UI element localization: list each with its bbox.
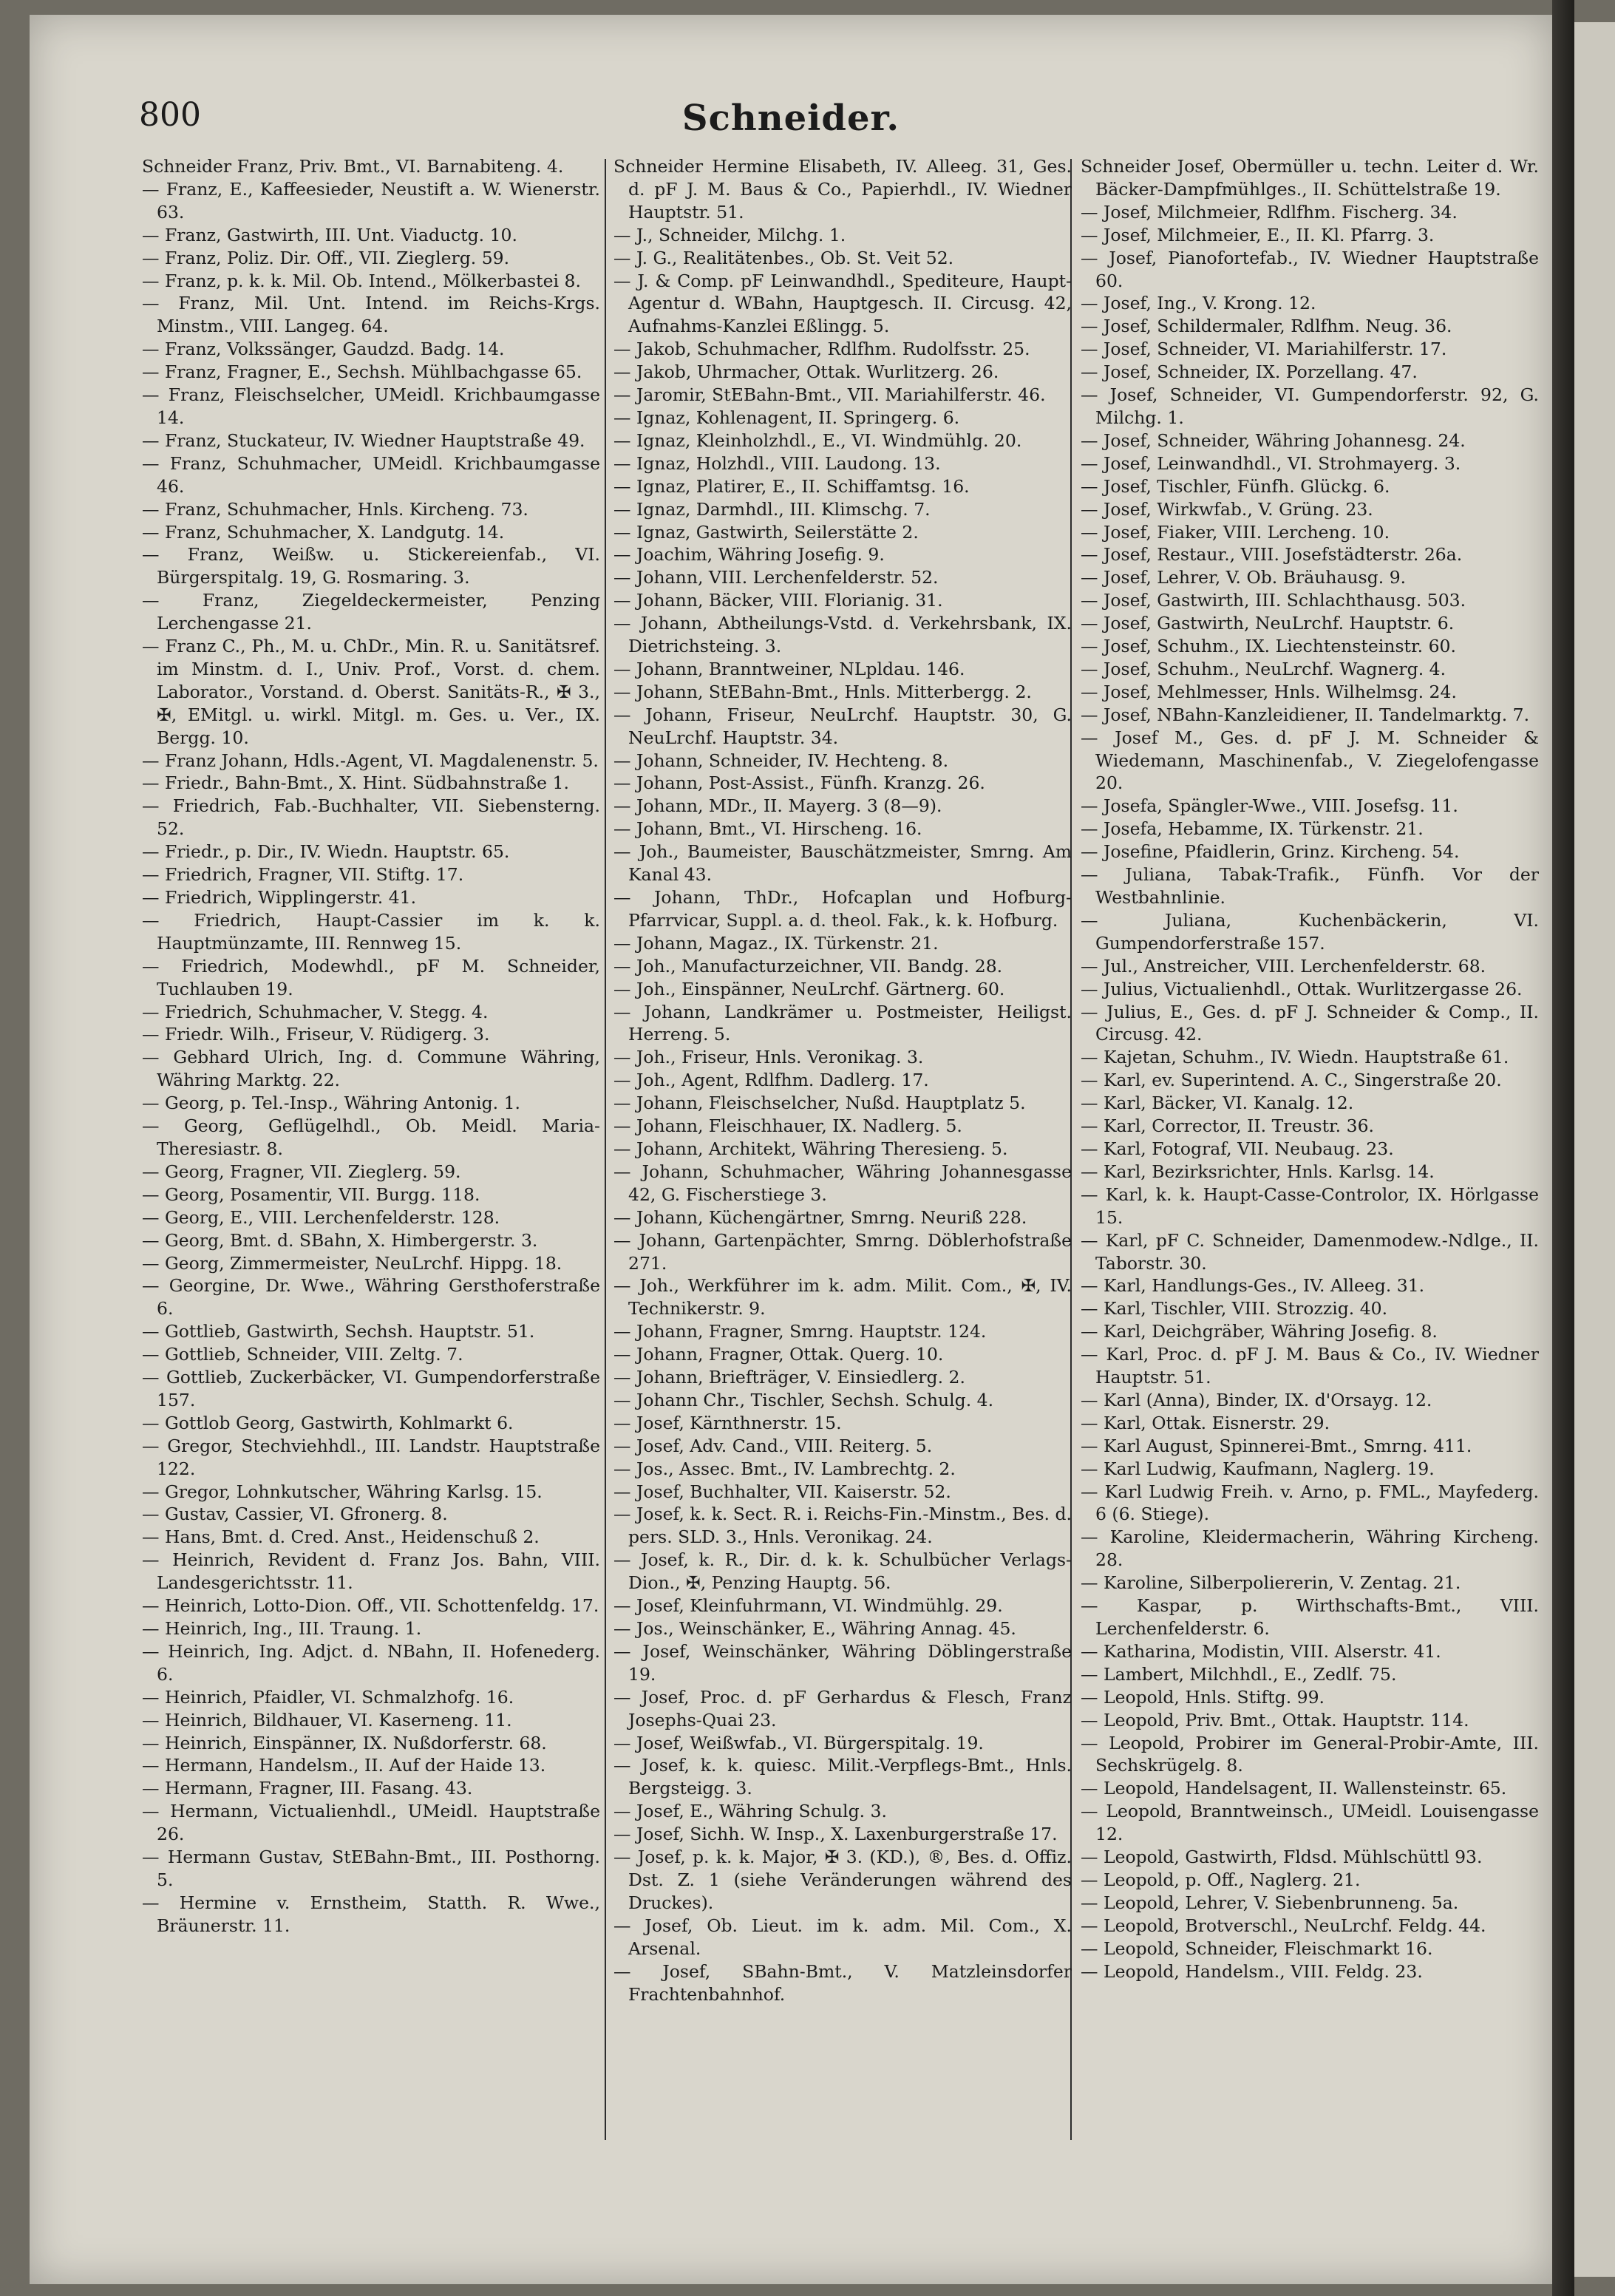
directory-entry: — Leopold, Hnls. Stiftg. 99. [1081, 1686, 1325, 1708]
directory-entry: — Johann, Fragner, Ottak. Querg. 10. [613, 1344, 944, 1365]
directory-entry: — Franz, Poliz. Dir. Off., VII. Zieglerg. 59. [142, 247, 510, 268]
directory-entry: — Juliana, Tabak-Trafik., Fünfh. Vor der Westbahnlinie. [1081, 864, 1539, 908]
directory-entry: — Heinrich, Ing., III. Traung. 1. [142, 1618, 422, 1639]
directory-entry: — Josef, Pianofortefab., IV. Wiedner Hauptstraße 60. [1081, 247, 1539, 291]
directory-entry: — Joh., Agent, Rdlfhm. Dadlerg. 17. [613, 1070, 929, 1091]
directory-entry: — Josef, Kärnthnerstr. 15. [613, 1412, 842, 1433]
directory-entry: — Josef, k. k. Sect. R. i. Reichs-Fin.-Minstm., Bes. d. pers. SLD. 3., Hnls. Veronikag. 24. [613, 1504, 1072, 1548]
directory-entry: — Josef, Milchmeier, E., II. Kl. Pfarrg. 3. [1081, 224, 1435, 245]
directory-entry: — Georg, E., VIII. Lerchenfelderstr. 128. [142, 1206, 500, 1228]
directory-entry: — Ignaz, Platirer, E., II. Schiffamtsg. 16. [613, 475, 970, 497]
directory-entry: — Gottlob Georg, Gastwirth, Kohlmarkt 6. [142, 1412, 514, 1433]
directory-entry: Schneider Hermine Elisabeth, IV. Alleeg. 31, Ges. d. pF J. M. Baus & Co., Papierhdl., IV. Wiedner Hauptstr. 51. [613, 156, 1072, 223]
directory-entry: — Gebhard Ulrich, Ing. d. Commune Währing, Währing Marktg. 22. [142, 1047, 600, 1091]
directory-entry: — Georg, Zimmermeister, NeuLrchf. Hippg. 18. [142, 1252, 562, 1274]
directory-entry: — Karl Ludwig Freih. v. Arno, p. FML., Mayfederg. 6 (6. Stiege). [1081, 1481, 1539, 1525]
directory-entry: — Karl, Fotograf, VII. Neubaug. 23. [1081, 1138, 1394, 1159]
book-spine [1552, 0, 1574, 2296]
directory-entry: — Johann, Magaz., IX. Türkenstr. 21. [613, 932, 939, 954]
directory-entry: — Ignaz, Darmhdl., III. Klimschg. 7. [613, 498, 931, 520]
directory-entry: — Josef, SBahn-Bmt., V. Matzleinsdorfer Frachtenbahnhof. [613, 1960, 1072, 2005]
directory-entry: — Johann, Landkrämer u. Postmeister, Heiligst. Herreng. 5. [613, 1001, 1072, 1045]
directory-entry: — Jul., Anstreicher, VIII. Lerchenfelderstr. 68. [1081, 955, 1486, 977]
directory-entry: — Josef, Ob. Lieut. im k. adm. Mil. Com., X. Arsenal. [613, 1915, 1072, 1959]
directory-entry: — Johann, Fragner, Smrng. Hauptstr. 124. [613, 1321, 987, 1342]
directory-entry: — Josef, Milchmeier, Rdlfhm. Fischerg. 34. [1081, 201, 1458, 223]
directory-entry: — Johann Chr., Tischler, Sechsh. Schulg. 4. [613, 1389, 994, 1410]
directory-entry: — Georg, Geflügelhdl., Ob. Meidl. Maria-Theresiastr. 8. [142, 1115, 600, 1159]
directory-entry: Schneider Franz, Priv. Bmt., VI. Barnabiteng. 4. [142, 156, 564, 177]
directory-entry: — Karoline, Kleidermacherin, Währing Kircheng. 28. [1081, 1526, 1539, 1571]
directory-entry: — Karl, Handlungs-Ges., IV. Alleeg. 31. [1081, 1275, 1425, 1297]
directory-entry: — Julius, Victualienhdl., Ottak. Wurlitzergasse 26. [1081, 978, 1523, 999]
directory-entry: — Joh., Baumeister, Bauschätzmeister, Smrng. Am Kanal 43. [613, 841, 1072, 886]
directory-entry: — Franz, Ziegeldeckermeister, Penzing Lerchengasse 21. [142, 590, 600, 634]
directory-entry: — Franz, E., Kaffeesieder, Neustift a. W. Wienerstr. 63. [142, 178, 600, 223]
directory-entry: — Heinrich, Lotto-Dion. Off., VII. Schottenfeldg. 17. [142, 1595, 599, 1617]
directory-entry: — Gottlieb, Zuckerbäcker, VI. Gumpendorferstraße 157. [142, 1367, 600, 1410]
directory-entry: — Jakob, Schuhmacher, Rdlfhm. Rudolfsstr. 25. [613, 339, 1030, 360]
directory-entry: — Johann, Küchengärtner, Smrng. Neuriß 228. [613, 1206, 1027, 1228]
directory-entry: — Leopold, Probirer im General-Probir-Amte, III. Sechskrügelg. 8. [1081, 1732, 1539, 1776]
directory-entry: — Katharina, Modistin, VIII. Alserstr. 41. [1081, 1640, 1441, 1662]
directory-entry: — Franz, p. k. k. Mil. Ob. Intend., Mölkerbastei 8. [142, 270, 581, 291]
directory-entry: — Heinrich, Einspänner, IX. Nußdorferstr. 68. [142, 1732, 547, 1753]
directory-entry: — Jos., Weinschänker, E., Währing Annag. 45. [613, 1618, 1016, 1639]
directory-entry: — Josef, Lehrer, V. Ob. Bräuhausg. 9. [1081, 567, 1407, 588]
directory-entry: — Josef, E., Währing Schulg. 3. [613, 1801, 887, 1822]
directory-entry: — Josef, Restaur., VIII. Josefstädterstr. 26a. [1081, 544, 1463, 565]
directory-entry: — Friedrich, Wipplingerstr. 41. [142, 887, 417, 908]
directory-entry: — Lambert, Milchhdl., E., Zedlf. 75. [1081, 1663, 1397, 1685]
directory-entry: — Gottlieb, Gastwirth, Sechsh. Hauptstr. 51. [142, 1321, 535, 1342]
directory-entry: Schneider Josef, Obermüller u. techn. Leiter d. Wr. Bäcker-Dampfmühlges., II. Schüttelstraße 19. [1081, 156, 1539, 200]
directory-entry: — Johann, Bäcker, VIII. Florianig. 31. [613, 590, 943, 611]
directory-entry: — Friedr., p. Dir., IV. Wiedn. Hauptstr. 65. [142, 841, 510, 863]
directory-entry: — Josefa, Spängler-Wwe., VIII. Josefsg. 11. [1081, 795, 1458, 817]
directory-entry: — Friedrich, Schuhmacher, V. Stegg. 4. [142, 1001, 489, 1022]
directory-entry: — Franz, Mil. Unt. Intend. im Reichs-Krgs. Minstm., VIII. Langeg. 64. [142, 293, 600, 337]
directory-entry: — Hermine v. Ernstheim, Statth. R. Wwe., Bräunerstr. 11. [142, 1892, 600, 1936]
directory-entry: — Heinrich, Bildhauer, VI. Kaserneng. 11. [142, 1709, 512, 1731]
directory-entry: — Joh., Manufacturzeichner, VII. Bandg. 28. [613, 955, 1003, 977]
directory-entry: — Karl Ludwig, Kaufmann, Naglerg. 19. [1081, 1458, 1435, 1479]
directory-entry: — Johann, Fleischselcher, Nußd. Hauptplatz 5. [613, 1093, 1026, 1114]
directory-entry: — Heinrich, Revident d. Franz Jos. Bahn, VIII. Landesgerichtsstr. 11. [142, 1549, 600, 1594]
directory-entry: — Joh., Friseur, Hnls. Veronikag. 3. [613, 1047, 924, 1068]
running-head: Schneider. [681, 98, 900, 139]
directory-entry: — Josef, Proc. d. pF Gerhardus & Flesch, Franz Josephs-Quai 23. [613, 1686, 1072, 1731]
directory-entry: — Heinrich, Ing. Adjct. d. NBahn, II. Hofenederg. 6. [142, 1640, 600, 1685]
directory-entry: — Gottlieb, Schneider, VIII. Zeltg. 7. [142, 1344, 463, 1365]
column-rule [605, 159, 606, 2140]
directory-entry: — Gregor, Lohnkutscher, Währing Karlsg. 15. [142, 1481, 543, 1502]
directory-entry: — Franz, Gastwirth, III. Unt. Viaductg. 10. [142, 224, 517, 245]
directory-entry: — Hermann Gustav, StEBahn-Bmt., III. Posthorng. 5. [142, 1847, 600, 1890]
directory-entry: — Friedrich, Modewhdl., pF M. Schneider, Tuchlauben 19. [142, 955, 600, 999]
directory-entry: — Josef, Wirkwfab., V. Grüng. 23. [1081, 498, 1373, 520]
directory-entry: — Johann, Architekt, Währing Theresieng. 5. [613, 1138, 1008, 1159]
directory-entry: — Josef, Schildermaler, Rdlfhm. Neug. 36. [1081, 316, 1452, 337]
column-2 [613, 155, 1072, 2005]
directory-entry: — Friedr. Wilh., Friseur, V. Rüdigerg. 3. [142, 1024, 490, 1045]
directory-entry: — Johann, Bmt., VI. Hirscheng. 16. [613, 818, 922, 840]
directory-entry: — Franz, Fragner, E., Sechsh. Mühlbachgasse 65. [142, 361, 582, 383]
directory-entry: — Kajetan, Schuhm., IV. Wiedn. Hauptstraße 61. [1081, 1047, 1509, 1068]
directory-entry: — Franz C., Ph., M. u. ChDr., Min. R. u. Sanitätsref. im Minstm. d. I., Univ. Prof., Vorst. d. chem. Laborator., Vorstand. d. Oberst. Sanitäts-R., ✠ 3., ✠, EMitgl. u. wirkl. Mitgl. m. Ges. u. Ver., IX. Bergg. 10. [142, 636, 600, 748]
directory-entry: — Georg, Bmt. d. SBahn, X. Himbergerstr. 3. [142, 1229, 538, 1251]
directory-entry: — Johann, Abtheilungs-Vstd. d. Verkehrsbank, IX. Dietrichsteing. 3. [613, 613, 1072, 657]
directory-entry: — Leopold, Schneider, Fleischmarkt 16. [1081, 1937, 1433, 1959]
directory-entry: — Karl, Bäcker, VI. Kanalg. 12. [1081, 1093, 1354, 1114]
directory-entry: — Hans, Bmt. d. Cred. Anst., Heidenschuß 2. [142, 1526, 540, 1548]
directory-entry: — Karl, Proc. d. pF J. M. Baus & Co., IV. Wiedner Hauptstr. 51. [1081, 1344, 1539, 1388]
directory-entry: — Jaromir, StEBahn-Bmt., VII. Mariahilferstr. 46. [613, 384, 1046, 406]
directory-entry: — Leopold, Handelsagent, II. Wallensteinstr. 65. [1081, 1778, 1507, 1799]
directory-entry: — Johann, Post-Assist., Fünfh. Kranzg. 26. [613, 772, 985, 794]
directory-entry: — Hermann, Fragner, III. Fasang. 43. [142, 1778, 473, 1799]
directory-entry: — Josef, Schneider, IX. Porzellang. 47. [1081, 361, 1418, 383]
directory-entry: — Johann, Schneider, IV. Hechteng. 8. [613, 750, 949, 771]
directory-entry: — Josef, Weißwfab., VI. Bürgerspitalg. 19. [613, 1732, 984, 1753]
directory-entry: — Jos., Assec. Bmt., IV. Lambrechtg. 2. [613, 1458, 956, 1479]
directory-entry: — Josef, k. k. quiesc. Milit.-Verpflegs-Bmt., Hnls. Bergsteigg. 3. [613, 1755, 1072, 1799]
directory-entry: — Leopold, Priv. Bmt., Ottak. Hauptstr. 114. [1081, 1709, 1469, 1731]
directory-entry: — Johann, MDr., II. Mayerg. 3 (8—9). [613, 795, 942, 817]
directory-entry: — Ignaz, Kleinholzhdl., E., VI. Windmühlg. 20. [613, 429, 1022, 451]
directory-entry: — Friedrich, Fab.-Buchhalter, VII. Siebensterng. 52. [142, 795, 600, 840]
directory-entry: — Karoline, Silberpoliererin, V. Zentag. 21. [1081, 1572, 1461, 1594]
column-3 [1081, 155, 1539, 1983]
directory-entry: — Franz, Schuhmacher, UMeidl. Krichbaumgasse 46. [142, 452, 600, 497]
column-1 [142, 155, 600, 1937]
directory-entry: — Ignaz, Holzhdl., VIII. Laudong. 13. [613, 452, 941, 474]
directory-entry: — Josef, Weinschänker, Währing Döblingerstraße 19. [613, 1640, 1072, 1685]
directory-entry: — Karl, Deichgräber, Währing Josefig. 8. [1081, 1321, 1438, 1342]
directory-entry: — Josef, Schuhm., NeuLrchf. Wagnerg. 4. [1081, 658, 1446, 679]
directory-entry: — Leopold, Gastwirth, Fldsd. Mühlschüttl 93. [1081, 1847, 1483, 1868]
directory-entry: — Leopold, Branntweinsch., UMeidl. Louisengasse 12. [1081, 1801, 1539, 1845]
directory-entry: — J. G., Realitätenbes., Ob. St. Veit 52. [613, 247, 954, 268]
directory-entry: — Josef, Adv. Cand., VIII. Reiterg. 5. [613, 1435, 933, 1456]
page-number: 800 [139, 96, 201, 134]
directory-entry: — Karl, Tischler, VIII. Strozzig. 40. [1081, 1298, 1388, 1319]
directory-entry: — Juliana, Kuchenbäckerin, VI. Gumpendorferstraße 157. [1081, 909, 1539, 954]
directory-entry: — Johann, VIII. Lerchenfelderstr. 52. [613, 567, 939, 588]
directory-entry: — Johann, Briefträger, V. Einsiedlerg. 2. [613, 1367, 965, 1388]
directory-entry: — Joh., Einspänner, NeuLrchf. Gärtnerg. 60. [613, 978, 1005, 999]
directory-entry: — Kaspar, p. Wirthschafts-Bmt., VIII. Lerchenfelderstr. 6. [1081, 1595, 1539, 1639]
directory-entry: — Karl, ev. Superintend. A. C., Singerstraße 20. [1081, 1070, 1502, 1091]
directory-entry: — Josef, Fiaker, VIII. Lercheng. 10. [1081, 521, 1390, 543]
directory-entry: — Josef, k. R., Dir. d. k. k. Schulbücher Verlags-Dion., ✠, Penzing Hauptg. 56. [613, 1549, 1072, 1594]
directory-entry: — Josef, Mehlmesser, Hnls. Wilhelmsg. 24. [1081, 681, 1457, 702]
directory-entry: — Karl, pF C. Schneider, Damenmodew.-Ndlge., II. Taborstr. 30. [1081, 1229, 1539, 1274]
directory-entry: — Karl, Ottak. Eisnerstr. 29. [1081, 1412, 1330, 1433]
directory-entry: — Josef, Schneider, Währing Johannesg. 24. [1081, 429, 1466, 451]
directory-entry: — Franz, Schuhmacher, Hnls. Kircheng. 73. [142, 498, 528, 520]
directory-entry: — Franz, Volkssänger, Gaudzd. Badg. 14. [142, 339, 505, 360]
directory-entry: — Josef, Tischler, Fünfh. Glückg. 6. [1081, 475, 1390, 497]
directory-entry: — Friedrich, Fragner, VII. Stiftg. 17. [142, 864, 464, 886]
directory-entry: — Karl, Corrector, II. Treustr. 36. [1081, 1115, 1374, 1137]
directory-entry: — Josef M., Ges. d. pF J. M. Schneider & Wiedemann, Maschinenfab., V. Ziegelofengasse 20. [1081, 727, 1539, 794]
directory-entry: — Leopold, Handelsm., VIII. Feldg. 23. [1081, 1960, 1423, 1982]
directory-entry: — Heinrich, Pfaidler, VI. Schmalzhofg. 16. [142, 1686, 514, 1708]
directory-entry: — Josef, Gastwirth, NeuLrchf. Hauptstr. 6. [1081, 613, 1455, 634]
directory-entry: — Johann, Fleischhauer, IX. Nadlerg. 5. [613, 1115, 962, 1137]
directory-page [30, 15, 1552, 2284]
directory-entry: — Josef, Kleinfuhrmann, VI. Windmühlg. 29. [613, 1595, 1003, 1617]
directory-entry: — Johann, StEBahn-Bmt., Hnls. Mitterbergg. 2. [613, 681, 1032, 702]
directory-entry: — Johann, Gartenpächter, Smrng. Döblerhofstraße 271. [613, 1229, 1072, 1274]
directory-entry: — J., Schneider, Milchg. 1. [613, 224, 846, 245]
directory-entry: — Julius, E., Ges. d. pF J. Schneider & Comp., II. Circusg. 42. [1081, 1001, 1539, 1045]
adjacent-page-edge [1574, 22, 1615, 2277]
directory-entry: — Georgine, Dr. Wwe., Währing Gersthoferstraße 6. [142, 1275, 600, 1319]
directory-entry: — Josef, Schneider, VI. Gumpendorferstr. 92, G. Milchg. 1. [1081, 384, 1539, 428]
directory-entry: — Josef, Ing., V. Krong. 12. [1081, 293, 1316, 314]
directory-entry: — Jakob, Uhrmacher, Ottak. Wurlitzerg. 26. [613, 361, 999, 383]
directory-entry: — Josefa, Hebamme, IX. Türkenstr. 21. [1081, 818, 1424, 840]
directory-entry: — Josef, Schneider, VI. Mariahilferstr. 17. [1081, 339, 1447, 360]
directory-entry: — Leopold, p. Off., Naglerg. 21. [1081, 1869, 1361, 1890]
directory-entry: — Josef, Sichh. W. Insp., X. Laxenburgerstraße 17. [613, 1824, 1058, 1845]
directory-entry: — Josef, Gastwirth, III. Schlachthausg. 503. [1081, 590, 1466, 611]
directory-entry: — Georg, Posamentir, VII. Burgg. 118. [142, 1183, 480, 1205]
directory-entry: — Franz, Weißw. u. Stickereienfab., VI. Bürgerspitalg. 19, G. Rosmaring. 3. [142, 544, 600, 588]
directory-entry: — Josef, Leinwandhdl., VI. Strohmayerg. 3. [1081, 452, 1461, 474]
directory-entry: — Gregor, Stechviehhdl., III. Landstr. Hauptstraße 122. [142, 1435, 600, 1479]
directory-entry: — Friedr., Bahn-Bmt., X. Hint. Südbahnstraße 1. [142, 772, 569, 794]
directory-entry: — Georg, Fragner, VII. Zieglerg. 59. [142, 1161, 461, 1182]
directory-entry: — Karl, k. k. Haupt-Casse-Controlor, IX. Hörlgasse 15. [1081, 1183, 1539, 1228]
directory-entry: — J. & Comp. pF Leinwandhdl., Spediteure, Haupt-Agentur d. WBahn, Hauptgesch. II. Circusg. 42, Aufnahms-Kanzlei Eßlingg. 5. [613, 270, 1072, 337]
directory-entry: — Joh., Werkführer im k. adm. Milit. Com., ✠, IV. Technikerstr. 9. [613, 1275, 1072, 1319]
directory-entry: — Friedrich, Haupt-Cassier im k. k. Hauptmünzamte, III. Rennweg 15. [142, 909, 600, 954]
directory-entry: — Karl August, Spinnerei-Bmt., Smrng. 411. [1081, 1435, 1472, 1456]
directory-entry: — Gustav, Cassier, VI. Gfronerg. 8. [142, 1504, 448, 1525]
directory-entry: — Franz, Schuhmacher, X. Landgutg. 14. [142, 521, 505, 543]
directory-entry: — Johann, Schuhmacher, Währing Johannesgasse 42, G. Fischerstiege 3. [613, 1161, 1072, 1205]
directory-entry: — Josef, Schuhm., IX. Liechtensteinstr. 60. [1081, 636, 1456, 657]
directory-entry: — Josef, p. k. k. Major, ✠ 3. (KD.), ®, Bes. d. Offiz. Dst. Z. 1 (siehe Veränderungen während des Druckes). [613, 1847, 1072, 1913]
directory-entry: — Johann, Friseur, NeuLrchf. Hauptstr. 30, G. NeuLrchf. Hauptstr. 34. [613, 704, 1072, 748]
directory-entry: — Franz, Fleischselcher, UMeidl. Krichbaumgasse 14. [142, 384, 600, 428]
directory-entry: — Joachim, Währing Josefig. 9. [613, 544, 885, 565]
directory-entry: — Franz Johann, Hdls.-Agent, VI. Magdalenenstr. 5. [142, 750, 599, 771]
directory-entry: — Josef, Buchhalter, VII. Kaiserstr. 52. [613, 1481, 951, 1502]
directory-entry: — Johann, Branntweiner, NLpldau. 146. [613, 658, 965, 679]
directory-entry: — Karl, Bezirksrichter, Hnls. Karlsg. 14. [1081, 1161, 1435, 1182]
directory-entry: — Georg, p. Tel.-Insp., Währing Antonig. 1. [142, 1093, 521, 1114]
directory-entry: — Karl (Anna), Binder, IX. d'Orsayg. 12. [1081, 1389, 1432, 1410]
directory-entry: — Josefine, Pfaidlerin, Grinz. Kircheng. 54. [1081, 841, 1460, 863]
directory-entry: — Hermann, Victualienhdl., UMeidl. Hauptstraße 26. [142, 1801, 600, 1845]
directory-entry: — Josef, NBahn-Kanzleidiener, II. Tandelmarktg. 7. [1081, 704, 1530, 725]
directory-entry: — Ignaz, Kohlenagent, II. Springerg. 6. [613, 407, 960, 428]
directory-entry: — Ignaz, Gastwirth, Seilerstätte 2. [613, 521, 919, 543]
directory-entry: — Franz, Stuckateur, IV. Wiedner Hauptstraße 49. [142, 429, 585, 451]
directory-entry: — Hermann, Handelsm., II. Auf der Haide 13. [142, 1755, 546, 1776]
directory-entry: — Leopold, Brotverschl., NeuLrchf. Feldg. 44. [1081, 1915, 1486, 1936]
directory-entry: — Leopold, Lehrer, V. Siebenbrunneng. 5a. [1081, 1892, 1459, 1913]
directory-entry: — Johann, ThDr., Hofcaplan und Hofburg-Pfarrvicar, Suppl. a. d. theol. Fak., k. k. Hofburg. [613, 887, 1072, 931]
